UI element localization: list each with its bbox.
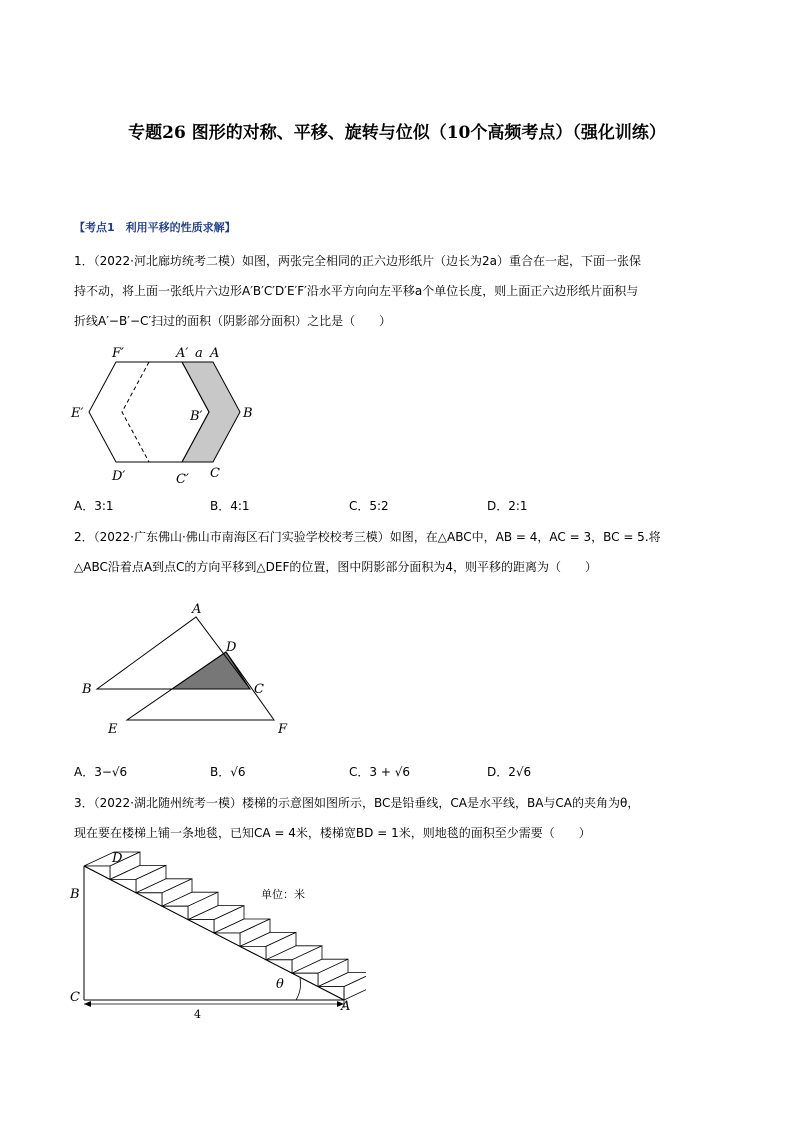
question-2-text [74,522,724,582]
shaded-region [172,652,250,689]
question-line: 2．（2022·广东佛山·佛山市南海区石门实验学校校考三模）如图，在△ABC中，AB = 4，AC = 3，BC = 5.将 [74,530,661,544]
option-c: C．3 + √6 [349,765,410,779]
label-B: B [243,406,253,421]
question-1-text [74,246,724,336]
label-D1: D′ [112,469,126,484]
arrow-left-icon [84,1001,91,1007]
question-line: 持不动，将上面一张纸片六边形A′B′C′D′E′F′沿水平方向向左平移a个单位长度，则上面正六边形纸片面积与 [74,284,639,298]
option-a: A．3−√6 [74,765,128,779]
staircase-steps [84,852,366,1000]
hexagon-figure [68,340,258,490]
question-3-text [74,788,724,848]
label-C: C [254,682,264,697]
option-a: A．3:1 [74,499,114,513]
label-A: A [210,346,220,361]
label-A: A [341,999,351,1014]
label-C: C [210,466,220,481]
option-b: B．4:1 [210,499,250,513]
triangle-figure [78,600,298,740]
label-E: E [108,722,118,737]
label-F1: F′ [112,346,124,361]
label-theta: θ [276,977,284,992]
label-B: B [82,682,92,697]
label-a: a [195,346,203,361]
question-line: 折线A′−B′−C′扫过的面积（阴影部分面积）之比是（ ） [74,314,392,328]
section-heading: 【考点1 利用平移的性质求解】 [74,221,236,234]
option-d: D．2:1 [487,499,528,513]
label-D: D [112,851,123,866]
option-d: D．2√6 [487,765,532,779]
unit-label: 单位：米 [261,888,305,901]
label-C1: C′ [176,472,189,487]
angle-arc [296,978,301,1000]
dashed-edge [122,362,149,462]
option-c: C．5:2 [349,499,389,513]
label-E1: E′ [71,406,84,421]
length-label: 4 [194,1008,201,1020]
label-B: B [70,887,80,902]
label-F: F [278,722,288,737]
option-b: B．√6 [210,765,246,779]
label-A: A [192,602,202,617]
staircase-figure [66,850,366,1020]
label-A1: A′ [176,346,189,361]
label-B1: B′ [190,409,203,424]
slope-line-ba [84,866,344,1000]
question-line: 1．（2022·河北廊坊统考二模）如图，两张完全相同的正六边形纸片（边长为2a）重合在一起，下面一张保 [74,254,641,268]
question-line: 3．（2022·湖北随州统考一模）楼梯的示意图如图所示，BC是铅垂线，CA是水平线，BA与CA的夹角为θ， [74,796,640,810]
label-D: D [226,640,237,655]
question-line: 现在要在楼梯上铺一条地毯，已知CA = 4米，楼梯宽BD = 1米，则地毯的面积至少需要（ ） [74,826,591,840]
question-line: △ABC沿着点A到点C的方向平移到△DEF的位置，图中阴影部分面积为4，则平移的距离为（ ） [74,560,598,574]
label-C: C [70,990,80,1005]
page-title: 专题26 图形的对称、平移、旋转与位似（10个高频考点）（强化训练） [128,123,666,143]
